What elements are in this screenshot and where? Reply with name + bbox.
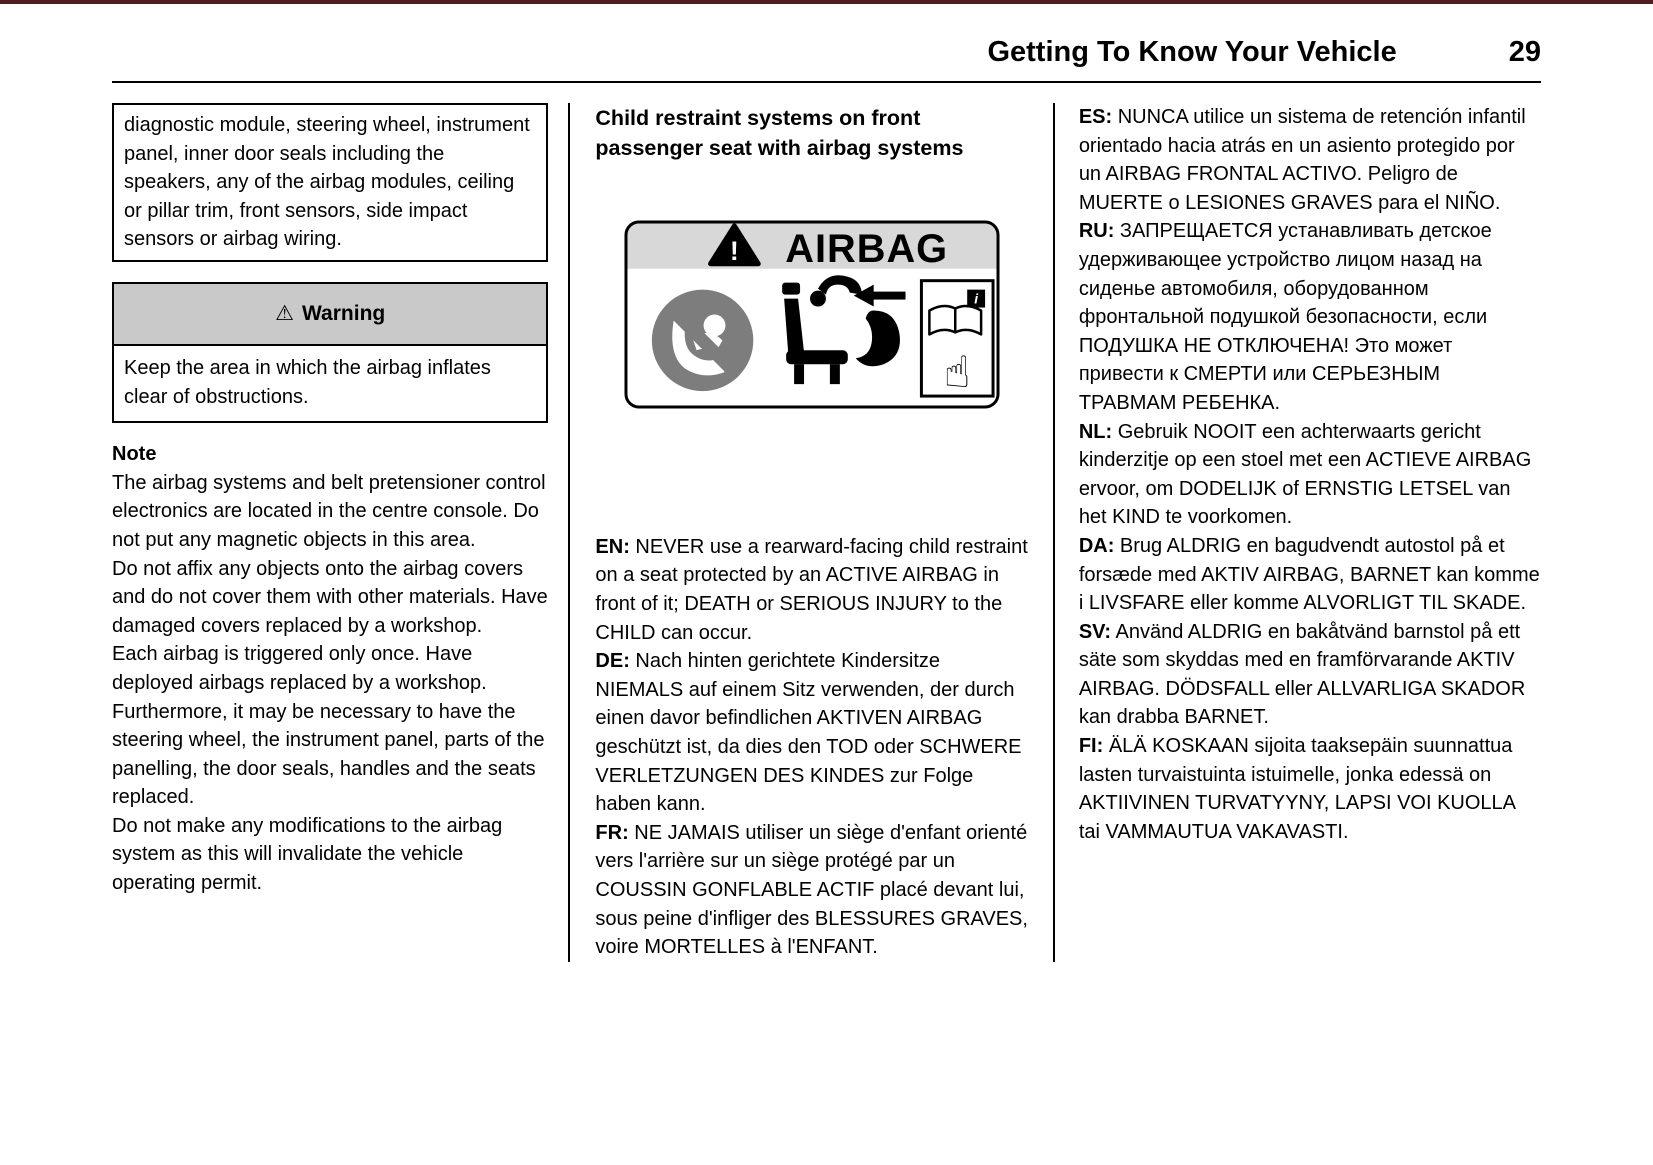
warning-triangle-icon: ⚠	[275, 301, 295, 325]
column-divider	[568, 103, 570, 962]
boxed-paragraph: diagnostic module, steering wheel, instrument panel, inner door seals including the speakers, any of the airbag modules, ceiling or pillar trim, front sensors, side impact sensors or airbag wiring.	[124, 114, 530, 251]
page-header	[112, 36, 1541, 83]
lang-paragraph-nl	[1079, 418, 1541, 532]
content-columns	[112, 103, 1541, 962]
lang-label-fi: FI:	[1078, 735, 1104, 758]
lang-paragraph-fr	[595, 819, 1031, 962]
airbag-deployment-icon	[783, 275, 906, 384]
open-book-icon	[930, 306, 982, 334]
pointing-hand-icon: ☝	[944, 347, 971, 399]
lang-paragraph-es	[1079, 103, 1541, 217]
note-paragraph: Each airbag is triggered only once. Have deployed airbags replaced by a workshop. Furthermore, it may be necessary to have the steering wheel, the instrument panel, parts of the panelling, the door seals, handles and the seats replaced.	[112, 643, 545, 809]
manual-page	[0, 4, 1653, 992]
lang-label-en: EN:	[595, 535, 630, 558]
lang-label-de: DE:	[595, 650, 630, 673]
lang-label-nl: NL:	[1078, 420, 1113, 443]
lang-text-da: Brug ALDRIG en bagudvendt autostol på et forsæde med AKTIV AIRBAG, BARNET kan komme i LIVSFARE eller komme ALVORLIGT TIL SKADE.	[1078, 534, 1540, 615]
note-paragraph: Do not make any modifications to the airbag system as this will invalidate the vehicle operating permit.	[112, 814, 503, 895]
warning-title: Warning	[302, 301, 386, 325]
airbag-blob	[856, 311, 900, 367]
continued-list-box	[112, 103, 548, 262]
info-icon	[968, 290, 986, 308]
no-rear-facing-child-seat-icon	[652, 290, 753, 391]
warning-header	[114, 284, 546, 346]
page-number: 29	[1508, 36, 1541, 68]
page-title: Getting To Know Your Vehicle	[987, 36, 1397, 68]
warning-body-text: Keep the area in which the airbag inflates clear of obstructions.	[124, 356, 491, 408]
warning-box	[112, 282, 548, 423]
lang-label-da: DA:	[1078, 534, 1115, 557]
lang-text-en: NEVER use a rearward-facing child restraint on a seat protected by an ACTIVE AIRBAG in front of it; DEATH or SERIOUS INJURY to the CHILD can occur.	[595, 535, 1028, 644]
lang-paragraph-fi	[1079, 732, 1541, 846]
owner-manual-icon	[922, 281, 994, 398]
deploy-arrow-shaft	[870, 292, 906, 300]
note-label: Note	[112, 443, 157, 466]
lang-label-fr: FR:	[595, 821, 629, 844]
lang-text-es: NUNCA utilice un sistema de retención infantil orientado hacia atrás en un asiento protegido por un AIRBAG FRONTAL ACTIVO. Peligro de MUERTE o LESIONES GRAVES para el NIÑO.	[1078, 106, 1526, 214]
column-middle	[595, 103, 1031, 962]
note-paragraph: The airbag systems and belt pretensioner control electronics are located in the centre console. Do not put any magnetic objects in this area.	[112, 471, 546, 551]
lang-paragraph-en	[595, 533, 1031, 647]
lang-paragraph-ru	[1079, 217, 1541, 417]
note-paragraph: Do not affix any objects onto the airbag covers and do not cover them with other materials. Have damaged covers replaced by a workshop.	[112, 557, 548, 637]
triangle-exclamation: !	[730, 235, 740, 266]
lang-text-sv: Använd ALDRIG en bakåtvänd barnstol på ett säte som skyddas med en framförvarande AKTIV AIRBAG. DÖDSFALL eller ALLVARLIGA SKADOR kan drabba BARNET.	[1078, 620, 1526, 729]
lang-text-nl: Gebruik NOOIT een achterwaarts gericht kinderzitje op een stoel met een ACTIEVE AIRBAG ervoor, om DODELIJK of ERNSTIG LETSEL van het KIND te voorkomen.	[1078, 420, 1532, 529]
lang-text-fr: NE JAMAIS utiliser un siège d'enfant orienté vers l'arrière sur un siège protégé par un COUSSIN GONFLABLE ACTIF placé devant lui, sous peine d'infliger des BLESSURES GRAVES, voire MORTELLES à l'ENFANT.	[595, 821, 1028, 959]
lang-text-de: Nach hinten gerichtete Kindersitze NIEMALS auf einem Sitz verwenden, der durch einen davor befindlichen AKTIVEN AIRBAG geschützt ist, da dies den TOD oder SCHWERE VERLETZUNGEN DES KINDES zur Folge haben kann.	[595, 650, 1022, 816]
lang-label-es: ES:	[1078, 106, 1113, 128]
lang-label-sv: SV:	[1078, 620, 1112, 643]
lang-text-fi: ÄLÄ KOSKAAN sijoita taaksepäin suunnattua lasten turvaistuinta istuimelle, jonka edessä on AKTIIVINEN TURVATYYNY, LAPSI VOI KUOLLA tai VAMMAUTUA VAKAVASTI.	[1078, 735, 1515, 843]
airbag-label-graphic	[623, 219, 1001, 410]
airbag-label-title: AIRBAG	[785, 226, 949, 271]
column-divider	[1053, 103, 1055, 962]
column-left	[112, 103, 548, 962]
column-right	[1079, 103, 1541, 962]
child-figure-shape	[818, 275, 862, 294]
lang-label-ru: RU:	[1078, 220, 1115, 243]
airbag-warning-label	[623, 219, 1031, 419]
lang-text-ru: ЗАПРЕЩАЕТСЯ устанавливать детское удерживающее устройство лицом назад на сиденье автомобиля, оборудованном фронтальной подушкой безопасности, если ПОДУШКА НЕ ОТКЛЮЧЕНА! Это может привести к СМЕРТИ или СЕРЬЕЗНЫМ ТРАВМАМ РЕБЕНКА.	[1078, 220, 1492, 414]
lang-paragraph-de	[595, 647, 1031, 819]
lang-paragraph-da	[1079, 532, 1541, 618]
lang-paragraph-sv	[1079, 618, 1541, 732]
section-heading: Child restraint systems on front passenger seat with airbag systems	[595, 106, 964, 161]
info-letter: i	[974, 290, 979, 307]
